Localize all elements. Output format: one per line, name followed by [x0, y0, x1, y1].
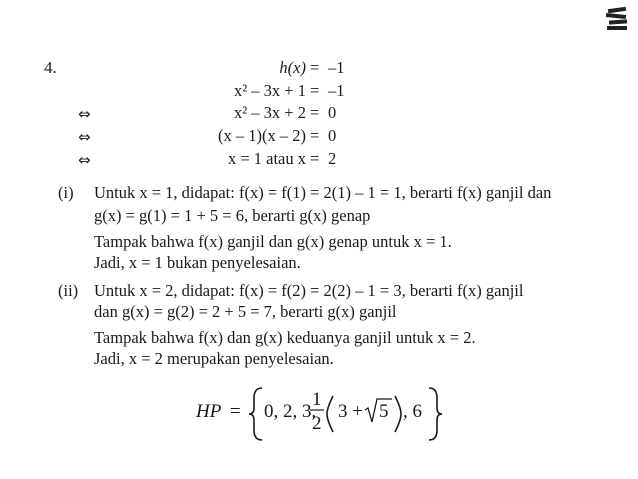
equation-rhs: –1: [328, 58, 345, 77]
equivalence-arrow: ⇔: [78, 151, 91, 169]
equation-lhs: (x – 1)(x – 2): [218, 126, 306, 145]
case-i-line1: Untuk x = 1, didapat: f(x) = f(1) = 2(1) – 1 = 1, berarti f(x) ganjil dan: [94, 183, 552, 202]
book-stack-icon: [604, 6, 630, 32]
hp-tail: , 6: [403, 401, 422, 422]
case-i-line3: Tampak bahwa f(x) ganjil dan g(x) genap untuk x = 1.: [94, 232, 452, 251]
hp-items: 0, 2, 3,: [264, 401, 317, 422]
equivalence-arrow: ⇔: [78, 105, 91, 123]
equivalence-arrow: ⇔: [78, 128, 91, 146]
case-ii-label: (ii): [58, 281, 79, 300]
solution-set-formula: [196, 384, 446, 444]
left-paren: [327, 396, 333, 432]
equation-lhs: x² – 3x + 2: [233, 103, 306, 122]
fraction-numerator: 1: [312, 389, 322, 410]
case-ii-line2: dan g(x) = g(2) = 2 + 5 = 7, berarti g(x) ganjil: [94, 302, 397, 321]
equation-row: [78, 81, 378, 103]
left-brace: [249, 388, 262, 440]
equation-rhs: 0: [328, 126, 337, 145]
case-i-line4: Jadi, x = 1 bukan penyelesaian.: [94, 253, 301, 272]
equation-lhs: x² – 3x + 1: [233, 81, 306, 100]
equals-sign: =: [310, 81, 320, 100]
case-i-line2: g(x) = g(1) = 1 + 5 = 6, berarti g(x) genap: [94, 206, 371, 225]
equation-lhs: x = 1 atau x: [227, 149, 306, 168]
equals-sign: =: [310, 58, 320, 77]
case-ii-line1: Untuk x = 2, didapat: f(x) = f(2) = 2(2) – 1 = 3, berarti f(x) ganjil: [94, 281, 524, 300]
equals-sign: =: [310, 126, 320, 145]
problem-number: 4.: [44, 58, 57, 77]
fraction-denominator: 2: [312, 413, 322, 434]
equation-lhs: h(x): [279, 58, 306, 77]
equation-rhs: 0: [328, 103, 337, 122]
equation-row: [78, 103, 378, 125]
right-paren: [395, 396, 401, 432]
hp-inner: 3 +: [338, 401, 363, 422]
equals-sign: =: [310, 149, 320, 168]
case-i-label: (i): [58, 183, 74, 202]
hp-equals: =: [230, 401, 241, 422]
equals-sign: =: [310, 103, 320, 122]
case-ii-line4: Jadi, x = 2 merupakan penyelesaian.: [94, 349, 334, 368]
equation-rhs: 2: [328, 149, 337, 168]
hp-label: HP: [196, 401, 222, 422]
sqrt-argument: 5: [379, 401, 389, 422]
equation-row: [78, 58, 378, 80]
equation-rhs: –1: [328, 81, 345, 100]
case-ii-line3: Tampak bahwa f(x) dan g(x) keduanya ganjil untuk x = 2.: [94, 328, 476, 347]
right-brace: [429, 388, 442, 440]
equation-row: [78, 149, 378, 171]
equation-row: [78, 126, 378, 148]
